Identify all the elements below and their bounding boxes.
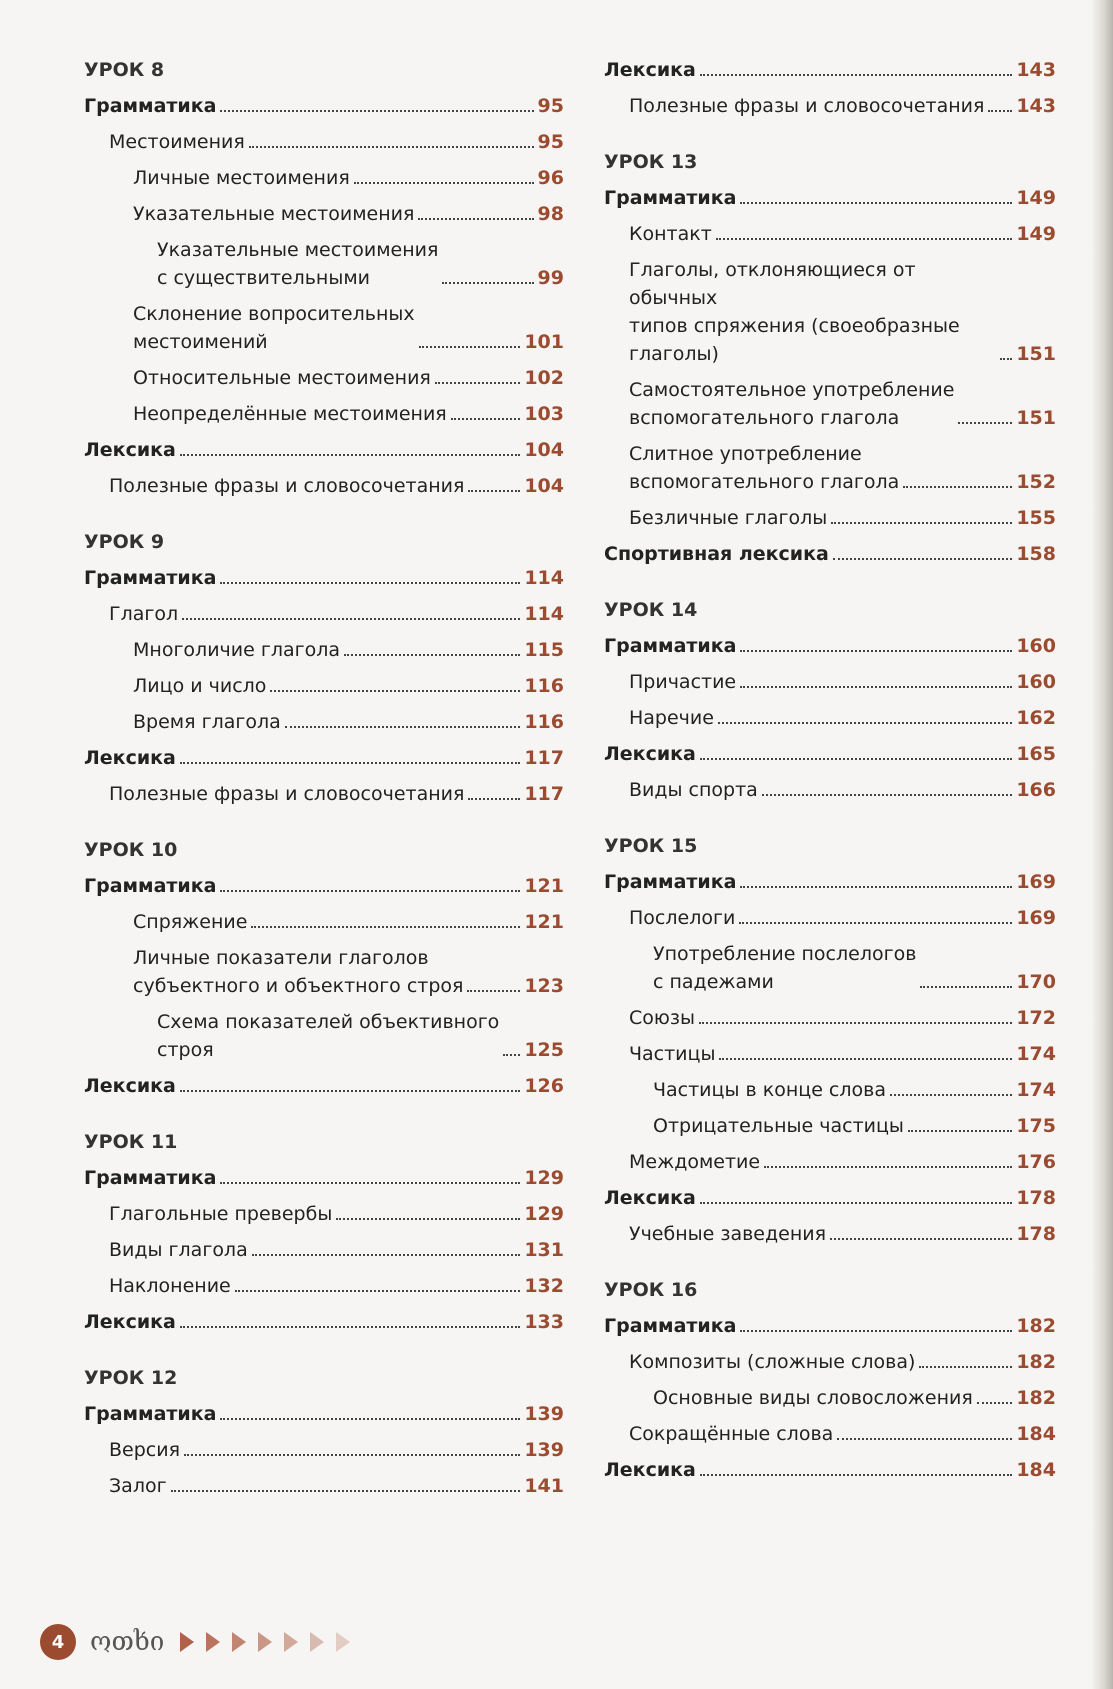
dot-leader <box>762 794 1013 796</box>
toc-page-number: 123 <box>524 975 564 997</box>
page-edge-shadow <box>1091 0 1113 1689</box>
toc-page-number: 182 <box>1016 1387 1056 1409</box>
toc-entry[interactable] <box>84 360 564 396</box>
toc-page-number: 115 <box>524 639 564 661</box>
dot-leader <box>740 1330 1012 1332</box>
toc-entry-title: Схема показателей объективного строя <box>157 1011 500 1061</box>
toc-page-number: 117 <box>524 783 564 805</box>
toc-entry-title: Учебные заведения <box>629 1223 827 1245</box>
toc-section-entry[interactable] <box>84 740 564 776</box>
dot-leader <box>180 1326 520 1328</box>
toc-page-number: 160 <box>1016 671 1056 693</box>
toc-page-number: 95 <box>537 131 564 153</box>
dot-leader <box>418 218 533 220</box>
toc-section-entry[interactable] <box>84 88 564 124</box>
toc-entry-title: Лексика <box>84 747 176 769</box>
toc-entry-title: Слитное употребление вспомогательного глагола <box>629 443 900 493</box>
toc-entry-title: Многоличие глагола <box>133 639 341 661</box>
lesson-heading: УРОК 10 <box>84 839 178 861</box>
toc-entry-title: Спортивная лексика <box>604 543 829 565</box>
toc-section-entry[interactable] <box>84 1068 564 1104</box>
dot-leader <box>180 454 520 456</box>
toc-entry[interactable] <box>604 436 1056 500</box>
toc-page-number: 101 <box>524 331 564 353</box>
toc-entry-title: Полезные фразы и словосочетания <box>629 95 985 117</box>
toc-entry-title: Лексика <box>84 1311 176 1333</box>
toc-page-number: 175 <box>1016 1115 1056 1137</box>
toc-entry[interactable] <box>604 1144 1056 1180</box>
toc-entry-title: Виды глагола <box>109 1239 248 1261</box>
toc-entry[interactable] <box>84 232 564 296</box>
toc-entry[interactable] <box>604 1380 1056 1416</box>
toc-page-number: 178 <box>1016 1187 1056 1209</box>
toc-page-number: 184 <box>1016 1459 1056 1481</box>
toc-entry-title: Композиты (сложные слова) <box>629 1351 916 1373</box>
toc-entry-title: Личные показатели глаголов субъектного и объектного строя <box>133 947 464 997</box>
toc-entry[interactable] <box>604 1108 1056 1144</box>
dot-leader <box>451 418 521 420</box>
dot-leader <box>249 146 534 148</box>
toc-entry-title: Употребление послелогов с падежами <box>653 943 917 993</box>
toc-entry[interactable] <box>84 396 564 432</box>
toc-entry[interactable] <box>604 500 1056 536</box>
toc-entry[interactable] <box>84 940 564 1004</box>
toc-entry[interactable] <box>84 296 564 360</box>
toc-right-column <box>604 52 1056 1488</box>
dot-leader <box>220 890 520 892</box>
dot-leader <box>220 1182 520 1184</box>
toc-section-entry[interactable] <box>604 736 1056 772</box>
dot-leader <box>920 986 1012 988</box>
toc-entry-title: Наречие <box>629 707 714 729</box>
toc-section-entry[interactable] <box>604 536 1056 572</box>
toc-entry-title: Лексика <box>84 1075 176 1097</box>
dot-leader <box>740 650 1012 652</box>
dot-leader <box>958 422 1012 424</box>
toc-section-entry[interactable] <box>604 628 1056 664</box>
dot-leader <box>700 758 1012 760</box>
dot-leader <box>988 110 1012 112</box>
toc-entry-title: Отрицательные частицы <box>653 1115 904 1137</box>
toc-section-entry[interactable] <box>604 864 1056 900</box>
toc-entry-title: Грамматика <box>604 871 737 893</box>
lesson-heading: УРОК 16 <box>604 1279 698 1301</box>
lesson-heading: УРОК 12 <box>84 1367 178 1389</box>
toc-entry-title: Версия <box>109 1439 181 1461</box>
toc-entry-title: Частицы <box>629 1043 716 1065</box>
toc-entry-title: Послелоги <box>629 907 736 929</box>
toc-entry[interactable] <box>84 1432 564 1468</box>
toc-entry[interactable] <box>604 1416 1056 1452</box>
dot-leader <box>919 1366 1012 1368</box>
toc-page-number: 141 <box>524 1475 564 1497</box>
toc-page-number: 152 <box>1016 471 1056 493</box>
toc-page-number: 166 <box>1016 779 1056 801</box>
toc-entry-title: Частицы в конце слова <box>653 1079 886 1101</box>
toc-section-entry[interactable] <box>604 1180 1056 1216</box>
toc-entry[interactable] <box>84 704 564 740</box>
toc-page-number: 98 <box>537 203 564 225</box>
toc-entry[interactable] <box>604 88 1056 124</box>
toc-page-number: 178 <box>1016 1223 1056 1245</box>
toc-entry[interactable] <box>604 772 1056 808</box>
toc-section-entry[interactable] <box>84 1304 564 1340</box>
lesson-heading: УРОК 15 <box>604 835 698 857</box>
toc-page-number: 149 <box>1016 187 1056 209</box>
toc-entry-title: Время глагола <box>133 711 281 733</box>
toc-page-number: 121 <box>524 875 564 897</box>
dot-leader <box>344 654 520 656</box>
toc-entry-title: Лексика <box>604 59 696 81</box>
toc-left-column <box>84 52 564 1504</box>
dot-leader <box>468 798 520 800</box>
dot-leader <box>220 110 533 112</box>
toc-page-number: 102 <box>524 367 564 389</box>
toc-section-entry[interactable] <box>604 1308 1056 1344</box>
toc-entry[interactable] <box>84 632 564 668</box>
dot-leader <box>182 618 520 620</box>
toc-entry[interactable] <box>604 1036 1056 1072</box>
toc-entry-title: Лексика <box>604 743 696 765</box>
toc-entry[interactable] <box>84 1004 564 1068</box>
toc-page-number: 126 <box>524 1075 564 1097</box>
toc-entry-title: Указательные местоимения с существительными <box>157 239 439 289</box>
toc-entry[interactable] <box>604 1344 1056 1380</box>
dot-leader <box>435 382 520 384</box>
arrow-icon <box>206 1632 220 1652</box>
toc-page-number: 184 <box>1016 1423 1056 1445</box>
toc-entry-title: Наклонение <box>109 1275 231 1297</box>
dot-leader <box>719 1058 1012 1060</box>
toc-section-entry[interactable] <box>84 1160 564 1196</box>
dot-leader <box>740 886 1012 888</box>
toc-page-number: 125 <box>524 1039 564 1061</box>
toc-entry-title: Междометие <box>629 1151 761 1173</box>
dot-leader <box>285 726 521 728</box>
toc-page-number: 160 <box>1016 635 1056 657</box>
dot-leader <box>739 922 1012 924</box>
toc-page-number: 165 <box>1016 743 1056 765</box>
dot-leader <box>764 1166 1012 1168</box>
toc-page-number: 169 <box>1016 907 1056 929</box>
toc-page-number: 103 <box>524 403 564 425</box>
toc-entry-title: Спряжение <box>133 911 248 933</box>
dot-leader <box>503 1054 520 1056</box>
toc-page-number: 116 <box>524 711 564 733</box>
toc-page-number: 114 <box>524 603 564 625</box>
lesson-heading: УРОК 8 <box>84 59 165 81</box>
arrow-decoration <box>180 1632 362 1652</box>
dot-leader <box>354 182 534 184</box>
lesson-heading: УРОК 14 <box>604 599 698 621</box>
toc-section-entry[interactable] <box>604 1452 1056 1488</box>
dot-leader <box>718 722 1012 724</box>
toc-entry-title: Виды спорта <box>629 779 758 801</box>
dot-leader <box>740 202 1012 204</box>
toc-entry-title: Безличные глаголы <box>629 507 828 529</box>
dot-leader <box>419 346 521 348</box>
dot-leader <box>468 490 520 492</box>
toc-page-number: 143 <box>1016 59 1056 81</box>
arrow-icon <box>284 1632 298 1652</box>
toc-entry-title: Указательные местоимения <box>133 203 415 225</box>
toc-page-number: 116 <box>524 675 564 697</box>
toc-section-entry[interactable] <box>84 868 564 904</box>
arrow-icon <box>336 1632 350 1652</box>
toc-page-number: 182 <box>1016 1351 1056 1373</box>
dot-leader <box>336 1218 520 1220</box>
toc-entry[interactable] <box>604 664 1056 700</box>
toc-page-number: 104 <box>524 475 564 497</box>
dot-leader <box>837 1438 1012 1440</box>
toc-entry-title: Грамматика <box>604 187 737 209</box>
toc-entry[interactable] <box>84 776 564 812</box>
toc-page-number: 155 <box>1016 507 1056 529</box>
toc-entry-title: Залог <box>109 1475 167 1497</box>
toc-page-number: 170 <box>1016 971 1056 993</box>
lesson-heading: УРОК 9 <box>84 531 165 553</box>
toc-entry-title: Причастие <box>629 671 737 693</box>
dot-leader <box>831 522 1012 524</box>
toc-page-number: 139 <box>524 1403 564 1425</box>
toc-entry-title: Глагольные превербы <box>109 1203 333 1225</box>
toc-page-number: 121 <box>524 911 564 933</box>
dot-leader <box>1000 358 1012 360</box>
toc-page-number: 174 <box>1016 1043 1056 1065</box>
toc-page-number: 129 <box>524 1203 564 1225</box>
dot-leader <box>833 558 1013 560</box>
toc-entry-title: Личные местоимения <box>133 167 350 189</box>
dot-leader <box>180 762 520 764</box>
toc-page-number: 174 <box>1016 1079 1056 1101</box>
toc-entry[interactable] <box>604 372 1056 436</box>
dot-leader <box>699 1022 1012 1024</box>
dot-leader <box>180 1090 520 1092</box>
toc-entry[interactable] <box>84 1268 564 1304</box>
dot-leader <box>716 238 1013 240</box>
toc-entry-title: Полезные фразы и словосочетания <box>109 783 465 805</box>
arrow-icon <box>258 1632 272 1652</box>
dot-leader <box>903 486 1012 488</box>
toc-entry[interactable] <box>604 700 1056 736</box>
dot-leader <box>700 1474 1012 1476</box>
toc-entry-title: Грамматика <box>84 1167 217 1189</box>
dot-leader <box>700 74 1012 76</box>
toc-entry[interactable] <box>84 124 564 160</box>
toc-entry[interactable] <box>604 1072 1056 1108</box>
arrow-icon <box>232 1632 246 1652</box>
dot-leader <box>220 582 520 584</box>
lesson-heading: УРОК 11 <box>84 1131 178 1153</box>
toc-entry[interactable] <box>604 900 1056 936</box>
toc-entry[interactable] <box>84 1196 564 1232</box>
dot-leader <box>251 926 520 928</box>
dot-leader <box>700 1202 1012 1204</box>
toc-entry-title: Глагол <box>109 603 179 625</box>
dot-leader <box>977 1402 1013 1404</box>
toc-entry-title: Лексика <box>604 1187 696 1209</box>
toc-entry[interactable] <box>84 596 564 632</box>
toc-entry-title: Полезные фразы и словосочетания <box>109 475 465 497</box>
toc-entry[interactable] <box>84 1232 564 1268</box>
toc-entry-title: Основные виды словосложения <box>653 1387 973 1409</box>
toc-entry-title: Грамматика <box>84 567 217 589</box>
dot-leader <box>220 1418 520 1420</box>
toc-entry[interactable] <box>604 252 1056 372</box>
toc-page-number: 182 <box>1016 1315 1056 1337</box>
toc-entry[interactable] <box>84 196 564 232</box>
dot-leader <box>270 690 520 692</box>
toc-page-number: 133 <box>524 1311 564 1333</box>
toc-entry[interactable] <box>84 468 564 504</box>
toc-page-number: 143 <box>1016 95 1056 117</box>
toc-entry-title: Неопределённые местоимения <box>133 403 447 425</box>
toc-section-entry[interactable] <box>604 52 1056 88</box>
toc-entry-title: Самостоятельное употребление вспомогательного глагола <box>629 379 955 429</box>
toc-page-number: 95 <box>537 95 564 117</box>
toc-entry[interactable] <box>84 668 564 704</box>
toc-page-number: 158 <box>1016 543 1056 565</box>
toc-entry-title: Склонение вопросительных местоимений <box>133 303 415 353</box>
toc-page-number: 151 <box>1016 407 1056 429</box>
dot-leader <box>830 1238 1012 1240</box>
toc-page-number: 172 <box>1016 1007 1056 1029</box>
toc-entry[interactable] <box>84 160 564 196</box>
dot-leader <box>442 282 533 284</box>
toc-entry[interactable] <box>84 904 564 940</box>
arrow-icon <box>180 1632 194 1652</box>
dot-leader <box>252 1254 521 1256</box>
toc-entry[interactable] <box>604 936 1056 1000</box>
dot-leader <box>908 1130 1012 1132</box>
toc-page-number: 114 <box>524 567 564 589</box>
toc-entry-title: Лицо и число <box>133 675 267 697</box>
dot-leader <box>184 1454 520 1456</box>
toc-entry-title: Союзы <box>629 1007 695 1029</box>
toc-page-number: 96 <box>537 167 564 189</box>
toc-entry[interactable] <box>604 1000 1056 1036</box>
toc-page-number: 104 <box>524 439 564 461</box>
toc-page-number: 129 <box>524 1167 564 1189</box>
toc-page-number: 149 <box>1016 223 1056 245</box>
page-number-badge: 4 <box>40 1624 76 1660</box>
toc-page-number: 132 <box>524 1275 564 1297</box>
toc-entry-title: Грамматика <box>604 1315 737 1337</box>
toc-entry-title: Глаголы, отклоняющиеся от обычных типов спряжения (своеобразные глаголы) <box>629 259 960 365</box>
toc-section-entry[interactable] <box>604 180 1056 216</box>
dot-leader <box>235 1290 521 1292</box>
toc-entry-title: Контакт <box>629 223 712 245</box>
toc-entry-title: Грамматика <box>84 1403 217 1425</box>
toc-entry[interactable] <box>604 1216 1056 1252</box>
toc-page-number: 139 <box>524 1439 564 1461</box>
toc-entry-title: Местоимения <box>109 131 245 153</box>
toc-entry-title: Сокращённые слова <box>629 1423 834 1445</box>
toc-entry-title: Относительные местоимения <box>133 367 431 389</box>
toc-entry-title: Лексика <box>604 1459 696 1481</box>
dot-leader <box>740 686 1012 688</box>
toc-entry[interactable] <box>84 1468 564 1504</box>
toc-page-number: 176 <box>1016 1151 1056 1173</box>
toc-page-number: 169 <box>1016 871 1056 893</box>
toc-entry-title: Грамматика <box>84 95 217 117</box>
toc-page-number: 131 <box>524 1239 564 1261</box>
dot-leader <box>890 1094 1012 1096</box>
toc-page-number: 151 <box>1016 343 1056 365</box>
toc-page-number: 99 <box>537 267 564 289</box>
toc-page-number: 162 <box>1016 707 1056 729</box>
toc-page-number: 117 <box>524 747 564 769</box>
toc-entry-title: Грамматика <box>604 635 737 657</box>
toc-section-entry[interactable] <box>84 432 564 468</box>
arrow-icon <box>310 1632 324 1652</box>
dot-leader <box>467 990 520 992</box>
toc-entry-title: Грамматика <box>84 875 217 897</box>
toc-entry[interactable] <box>604 216 1056 252</box>
page-footer <box>40 1624 362 1660</box>
dot-leader <box>171 1490 521 1492</box>
lesson-heading: УРОК 13 <box>604 151 698 173</box>
toc-entry-title: Лексика <box>84 439 176 461</box>
toc-section-entry[interactable] <box>84 1396 564 1432</box>
toc-section-entry[interactable] <box>84 560 564 596</box>
page-number-word: ოთხი <box>90 1627 165 1657</box>
